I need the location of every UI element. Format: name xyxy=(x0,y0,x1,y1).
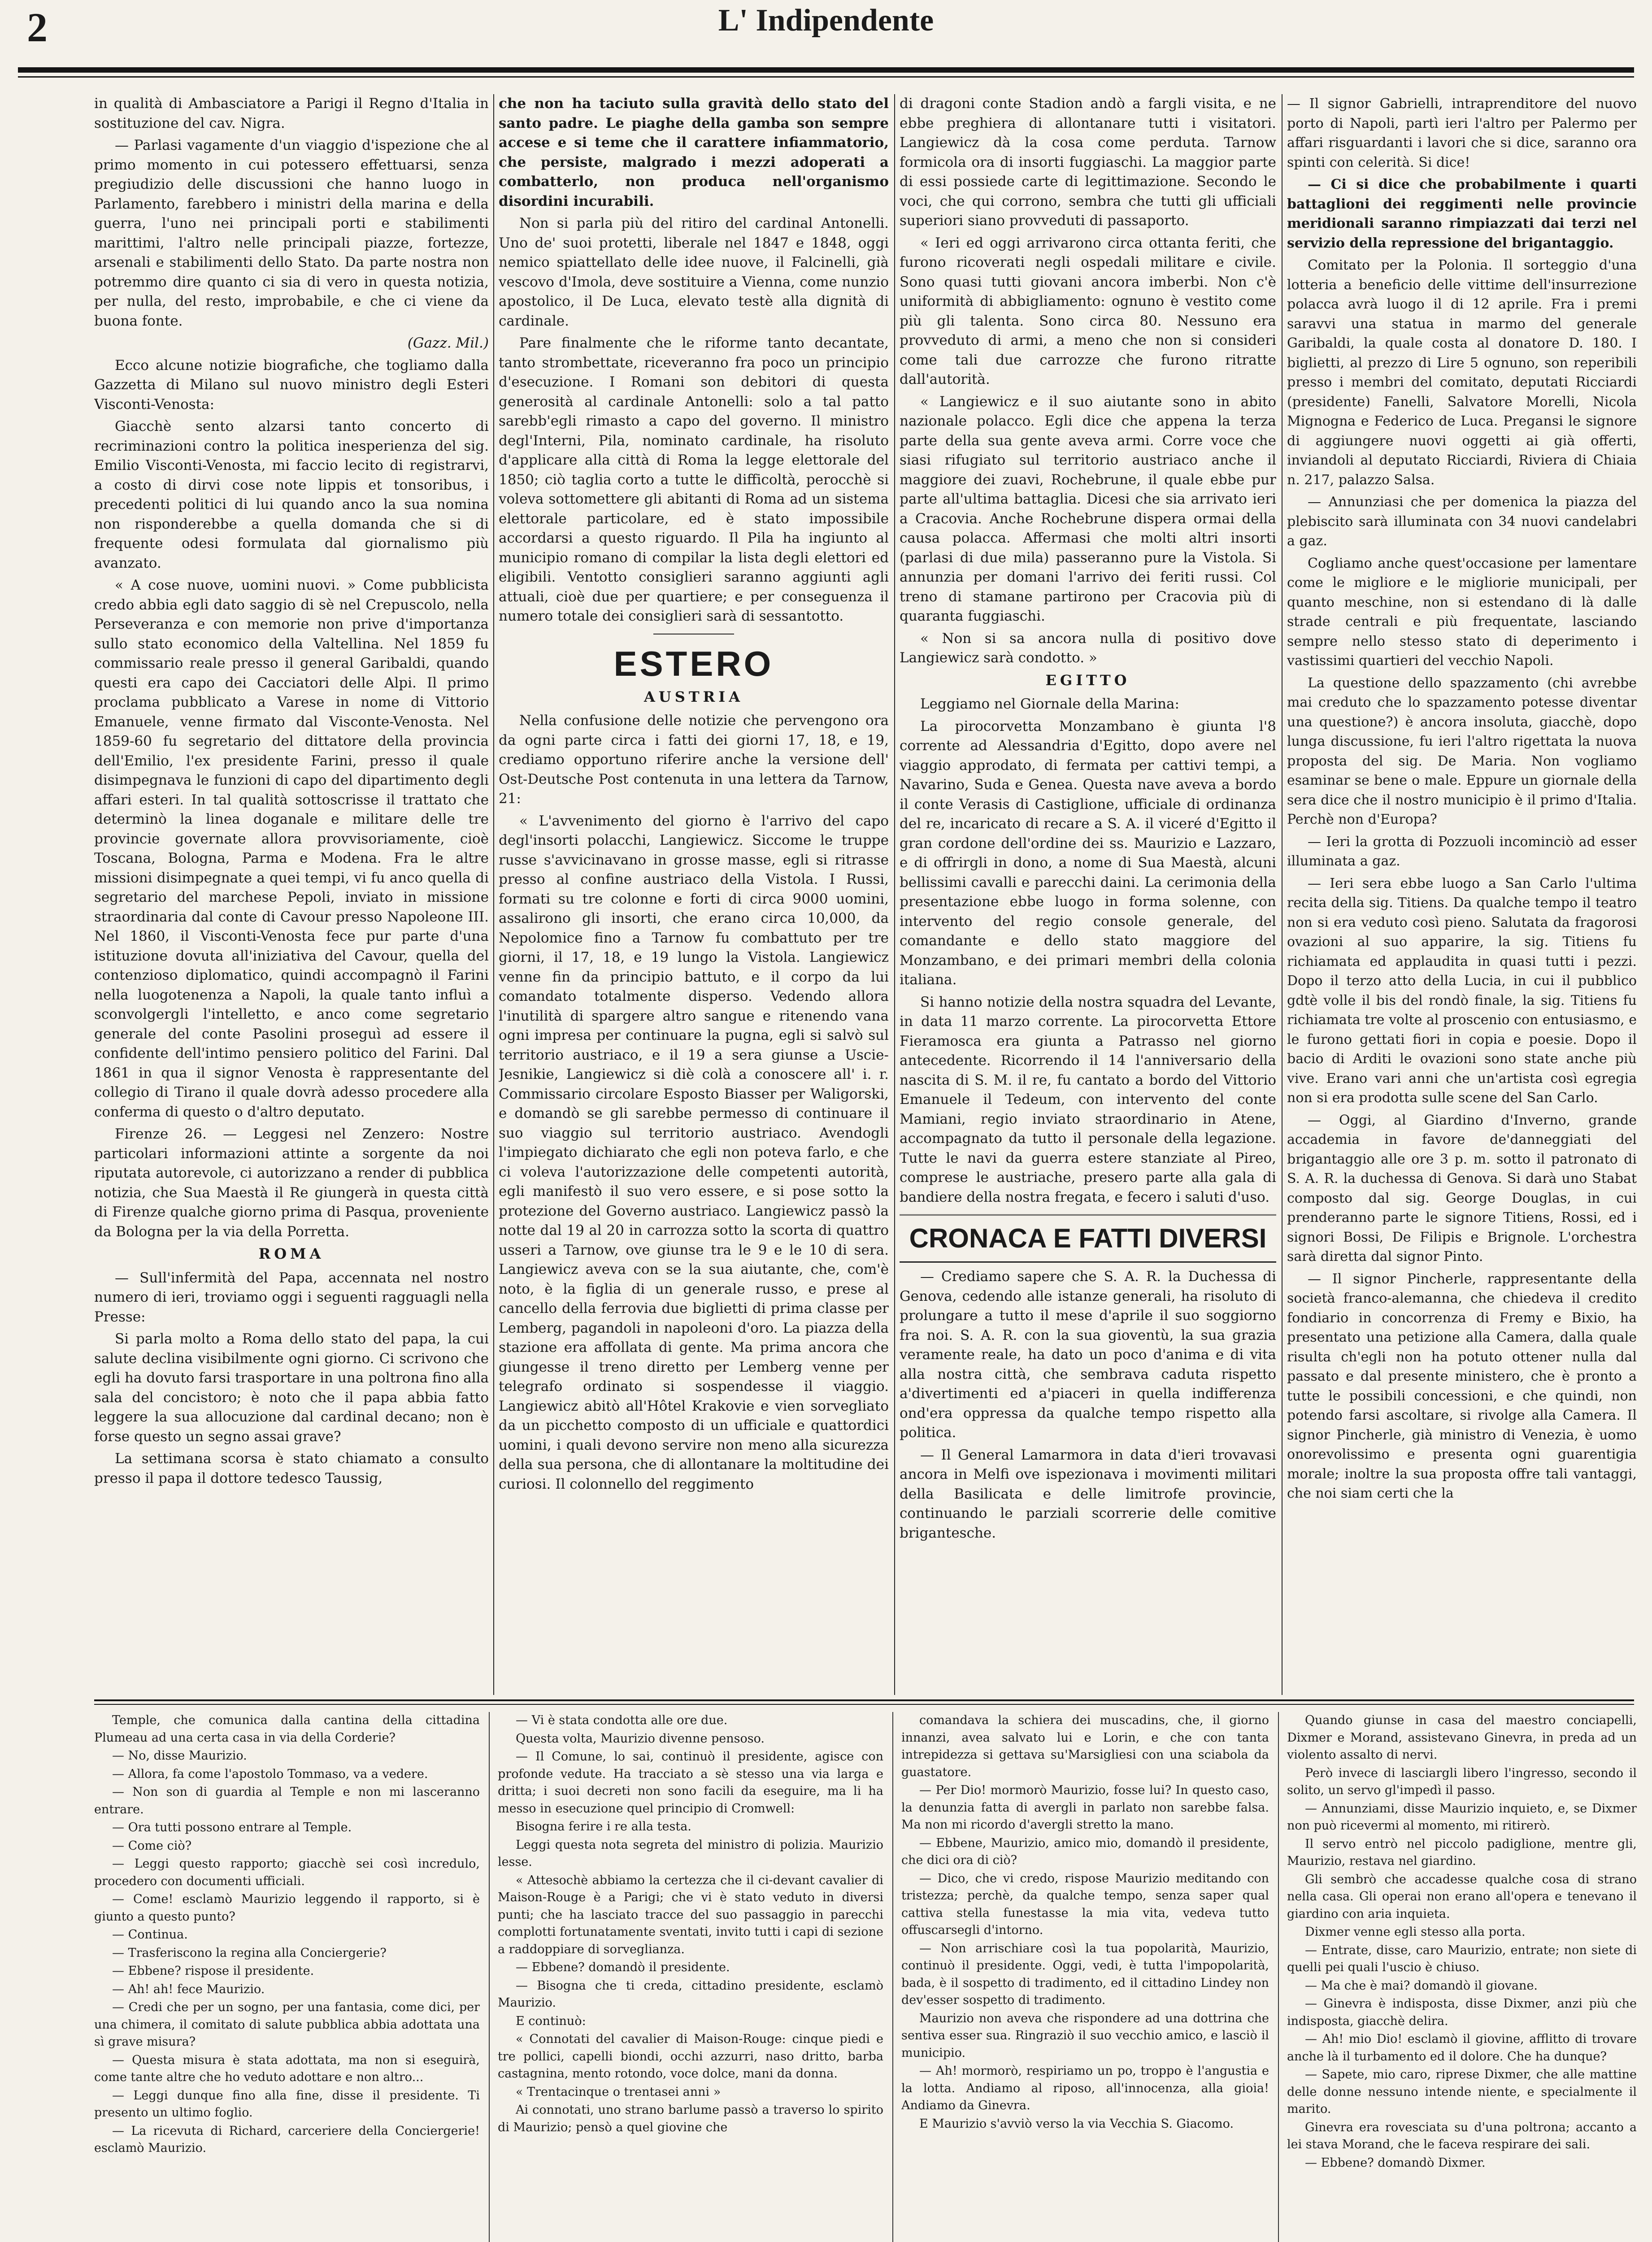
feuilleton-paragraph: E Maurizio s'avviò verso la via Vecchia S. Giacomo. xyxy=(919,2116,1234,2131)
feuilleton-column-1 xyxy=(94,1712,480,2242)
feuilleton-paragraph: — Credi che per un sogno, per una fantasia, come dici, per una chimera, il comitato di salute pubblica abbia adottata una sì grave misura? xyxy=(94,2000,480,2049)
feuilleton-paragraph: — Dico, che vi credo, rispose Maurizio meditando con tristezza; perchè, da qualche tempo, senza saper qual cattiva stella funestasse la mia vita, vedeva tutto offuscarsegli d'intorno. xyxy=(901,1871,1269,1937)
article-source: (Gazz. Mil.) xyxy=(407,335,489,351)
article-paragraph: Non si parla più del ritiro del cardinal Antonelli. Uno de' suoi protetti, liberale nel 1847 e 1848, oggi nemico spiattellato delle idee nuove, il Falcinelli, già vescovo d'Imola, deve sostituire a Vienna, come nunzio apostolico, il De Luca, elevato testè alla dignità di cardinale. xyxy=(499,215,889,329)
feuilleton-paragraph: Dixmer venne egli stesso alla porta. xyxy=(1305,1925,1526,1939)
section-heading-austria: AUSTRIA xyxy=(643,688,744,705)
article-paragraph: Firenze 26. — Leggesi nel Zenzero: Nostre particolari informazioni attinte a sorgente da noi riputata autorevole, ci autorizzano a render di pubblica notizia, che Sua Maestà il Re giungerà in questa città di Firenze qualche giorno prima di Pasqua, proveniente da Bologna per la via della Porretta. xyxy=(94,1126,489,1240)
article-paragraph: Leggiamo nel Giornale della Marina: xyxy=(920,696,1179,712)
feuilleton-paragraph: Quando giunse in casa del maestro conciapelli, Dixmer e Morand, assistevano Ginevra, in preda ad un violento assalto di nervi. xyxy=(1287,1713,1637,1762)
feuilleton-paragraph: — Ebbene? rispose il presidente. xyxy=(112,1964,314,1978)
feuilleton-paragraph: — Per Dio! mormorò Maurizio, fosse lui? In questo caso, la denunzia fatta di avergli in parlato non sarebbe falsa. Ma non mi ricordo d'avergli stretto la mano. xyxy=(901,1783,1269,1832)
article-paragraph: « Ieri ed oggi arrivarono circa ottanta feriti, che furono ricoverati negli ospedali militare e civile. Sono quasi tutti giovani ancora imberbi. Non c'è uniformità di abbigliamento: ognuno è vestito come più gli talenta. Sono circa 80. Nessuno era provveduto di armi, a meno che non si consideri come tali due carrozze che furono ritratte dall'autorità. xyxy=(900,235,1276,387)
feuilleton-paragraph: — Continua. xyxy=(112,1928,188,1942)
article-paragraph: — Il signor Pincherle, rappresentante della società franco-alemanna, che chiedeva il credito fondiario in concorrenza di Fremy e Bixio, ha presentato una petizione alla Camera, dalla quale risulta ch'egli non ha potuto ottener nulla dal passato e dal presente ministero, che è pronto a tutte le possibili concessioni, e che quindi, non potendo farsi ascoltare, si rivolge alla Camera. Il signor Pincherle, già ministro di Venezia, è uomo onorevolissimo e presenta ogni guarentigia morale; inoltre la sua proposta offre tali vantaggi, che noi siam certi che la xyxy=(1287,1271,1637,1501)
header-rule-thin xyxy=(18,76,1634,78)
feuilleton-paragraph: — Leggi dunque fino alla fine, disse il presidente. Ti presento un ultimo foglio. xyxy=(94,2088,480,2120)
feuilleton-paragraph: — Ebbene, Maurizio, amico mio, domandò il presidente, che dici ora di ciò? xyxy=(901,1836,1269,1867)
feuilleton-paragraph: Maurizio non aveva che rispondere ad una dottrina che sentiva esser sua. Ringraziò il suo vecchio amico, e lasciò il municipio. xyxy=(901,2011,1269,2060)
feuilleton-paragraph: Però invece di lasciargli libero l'ingresso, secondo il solito, un servo gl'impedì il passo. xyxy=(1287,1766,1637,1797)
article-paragraph: — Sull'infermità del Papa, accennata nel nostro numero di ieri, troviamo oggi i seguenti ragguagli nella Presse: xyxy=(94,1269,489,1325)
section-heading-estero: ESTERO xyxy=(613,643,774,683)
feuilleton-paragraph: — No, disse Maurizio. xyxy=(112,1749,247,1763)
feuilleton-column-4 xyxy=(1287,1712,1637,2242)
feuilleton-paragraph: « Connotati del cavalier di Maison-Rouge: cinque piedi e tre pollici, capelli biondi, occhi azzurri, naso dritto, barba castagnina, mento rotondo, voce dolce, mani da donna. xyxy=(498,2032,883,2081)
article-paragraph: di dragoni conte Stadion andò a fargli visita, e ne ebbe preghiera di allontanare tutti i visitatori. Langiewicz dà la cosa come perduta. Tarnow formicola ora di insorti fuggiaschi. La maggior parte di essi possiede carte di legittimazione. Secondo le voci, che qui corrono, sembra che tutti gli ufficiali superiori siano provveduti di passaporto. xyxy=(900,96,1276,229)
feuilleton-paragraph: — Annunziami, disse Maurizio inquieto, e, se Dixmer non può ricevermi al momento, mi ritirerò. xyxy=(1287,1801,1637,1833)
article-paragraph: in qualità di Ambasciatore a Parigi il Regno d'Italia in sostituzione del cav. Nigra. xyxy=(94,96,489,131)
feuilleton-paragraph: — Il Comune, lo sai, continuò il presidente, agisce con profonde vedute. Ha tracciato a sè stesso una via larga e dritta; i suoi decreti non sono facili da eseguire, ma li ha messo in esecuzione quel principio di Cromwell: xyxy=(498,1750,883,1816)
article-paragraph: « L'avvenimento del giorno è l'arrivo del capo degl'insorti polacchi, Langiewicz. Siccome le truppe russe s'avvicinavano in grosse masse, egli si ritrasse presso al confine austriaco della Vistola. I Russi, formati su tre colonne e forti di circa 9000 uomini, assalirono gli insorti, che erano circa 10,000, da Nepolomice fino a Tarnow fu combattuto per tre giorni, il 17, 18, e 19 lungo la Vistola. Langiewicz venne fin da principio battuto, e il corpo da lui comandato totalmente disperso. Vedendo allora l'inutilità di spargere altro sangue e ritenendo vana ogni impresa per continuare la pugna, egli si salvò sul territorio austriaco, e il 19 a sera giunse a Uscie-Jesnikie, Langiewicz si diè colà a conoscere all' i. r. Commissario circolare Esposto Biasser per Waligorski, e domandò se gli sarebbe permesso di continuare il suo viaggio sul territorio austriaco. Avendogli l'impiegato dichiarato che egli non poteva farlo, e che ci voleva l'autorizzazione delle competenti autorità, egli manifestò il suo vero essere, e si pose sotto la protezione del Governo austriaco. Langiewicz passò la notte dal 19 al 20 in carrozza sotto la scorta di quattro usseri a Tarnow, ove giunse tra le 9 e le 10 di sera. Langiewicz aveva con se la sua aiutante, che, com'è noto, è la figlia di un generale russo, e prese al cancello della ferrovia due biglietti di prima classe per Lemberg, pagandoli in napoleoni d'oro. La piazza della stazione era affollata di gente. Ma prima ancora che giungesse il treno diretto per Lemberg venne per telegrafo ordinato si sospendesse il viaggio. Langiewicz abitò all'Hôtel Krakovie e vien sorvegliato da un picchetto composto di un ufficiale e quattordici uomini, i quali devono servire non meno alla sicurezza della sua persona, che di allontanare la moltitudine dei curiosi. Il colonnello del reggimento xyxy=(499,813,889,1492)
article-paragraph: — Annunziasi che per domenica la piazza del plebiscito sarà illuminata con 34 nuovi candelabri a gaz. xyxy=(1287,494,1637,549)
feuilleton-paragraph: — Come! esclamò Maurizio leggendo il rapporto, si è giunto a questo punto? xyxy=(94,1892,480,1924)
feuilleton-paragraph: — Sapete, mio caro, riprese Dixmer, che alle mattine delle donne nessuno intende niente, e specialmente il marito. xyxy=(1287,2068,1637,2116)
feuilleton-paragraph: Gli sembrò che accadesse qualche cosa di strano nella casa. Gli operai non erano all'opera e tenevano il giardino con aria inquieta. xyxy=(1287,1872,1637,1921)
article-paragraph: Nella confusione delle notizie che pervengono ora da ogni parte circa i fatti dei giorni 17, 18, e 19, crediamo opportuno riferire anche la versione dell' Ost-Deutsche Post contenuta in una lettera da Tarnow, 21: xyxy=(499,713,889,807)
feuilleton-paragraph: Il servo entrò nel piccolo padiglione, mentre gli, Maurizio, restava nel giardino. xyxy=(1287,1837,1637,1868)
feuilleton-paragraph: — Non son di guardia al Temple e non mi lasceranno entrare. xyxy=(94,1785,480,1816)
article-paragraph: — Ieri sera ebbe luogo a San Carlo l'ultima recita della sig. Titiens. Da qualche tempo il teatro non si era veduto così pieno. Salutata da fragorosi ovazioni al suo apparire, la sig. Titiens fu richiamata ed applaudita in quasi tutti i pezzi. Dopo il terzo atto della Lucia, in cui il pubblico gdtè volle il bis del rondò finale, la sig. Titiens fu richiamata tre volte al proscenio con entusiasmo, e le furono gettati fiori in copia e poesie. Dopo il bacio di Arditi le ovazioni sono state anche più vive. Erano vari anni che un'artista così egregia non si era prodotta sulle scene del San Carlo. xyxy=(1287,875,1637,1106)
masthead-title: L' Indipendente xyxy=(718,3,934,38)
column-4 xyxy=(1287,94,1637,1695)
page-header xyxy=(18,0,1634,67)
article-paragraph: — Il General Lamarmora in data d'ieri trovavasi ancora in Melfi ove ispezionava i movimenti militari della Basilicata e delle limitrofe provincie, continuando le parziali scorrerie delle comitive brigantesche. xyxy=(900,1447,1276,1541)
feuilleton-paragraph: — Trasferiscono la regina alla Conciergerie? xyxy=(112,1946,387,1960)
feuilleton-rule-thin xyxy=(94,1704,1634,1705)
article-paragraph: Comitato per la Polonia. Il sorteggio d'una lotteria a beneficio delle vittime dell'insurrezione polacca avrà luogo il di 12 aprile. Fra i premi saravvi una statua in marmo del generale Garibaldi, la quale costa al donatore D. 180. I biglietti, al prezzo di Lire 5 ognuno, son reperibili presso i membri del comitato, deputati Ricciardi (presidente) Fanelli, Salvatore Morelli, Nicola Mignogna e Federico de Luca. Pregansi le signore di aggiungere nuovi oggetti ai già offerti, inviandoli al deputato Ricciardi, Riviera di Chiaia n. 217, palazzo Salsa. xyxy=(1287,257,1637,488)
article-paragraph: La settimana scorsa è stato chiamato a consulto presso il papa il dottore tedesco Taussig, xyxy=(94,1451,489,1486)
feuilleton-paragraph: — Ora tutti possono entrare al Temple. xyxy=(112,1821,352,1834)
feuilleton-paragraph: — Ah! ah! fece Maurizio. xyxy=(112,1982,265,1996)
feuilleton-paragraph: — Ginevra è indisposta, disse Dixmer, anzi più che indisposta, giacchè delira. xyxy=(1287,1997,1637,2028)
feuilleton-divider xyxy=(489,1712,490,2242)
column-2 xyxy=(499,94,889,1695)
feuilleton-paragraph: Temple, che comunica dalla cantina della cittadina Plumeau ad una certa casa in via della Corderie? xyxy=(94,1713,480,1745)
feuilleton-paragraph: — Bisogna che ti creda, cittadino presidente, esclamò Maurizio. xyxy=(498,1978,883,2010)
article-paragraph: — Il signor Gabrielli, intraprenditore del nuovo porto di Napoli, partì ieri l'altro per Palermo per affari risguardanti i lavori che si dice, saranno ora spinti con celerità. Si dice! xyxy=(1287,96,1637,170)
feuilleton-paragraph: E continuò: xyxy=(516,2014,586,2028)
column-divider xyxy=(894,94,895,1695)
article-paragraph: — Oggi, al Giardino d'Inverno, grande accademia in favore de'danneggiati del brigantaggio alle ore 3 p. m. sotto il patronato di S. A. R. la duchessa di Genova. Si darà uno Stabat composto dal sig. George Douglas, in cui prenderanno parte le signore Titiens, Rossi, ed i signori Bossi, De Filipis e Brignole. L'orchestra sarà diretta dal signor Pinto. xyxy=(1287,1112,1637,1264)
article-paragraph: che non ha taciuto sulla gravità dello stato del santo padre. Le piaghe della gamba son sempre accese e si teme che il carattere infiammatorio, che persiste, malgrado i mezzi adoperati a combatterlo, non produca nell'organismo disordini incurabili. xyxy=(499,96,889,209)
feuilleton-paragraph: — Questa misura è stata adottata, ma non si eseguirà, come tante altre che ho veduto adottare e non altro... xyxy=(94,2053,480,2084)
feuilleton-rule-thick xyxy=(94,1699,1634,1701)
feuilleton-paragraph: — Come ciò? xyxy=(112,1838,192,1853)
feuilleton-paragraph: — Entrate, disse, caro Maurizio, entrate; non siete di quelli pei quali l'uscio è chiuso. xyxy=(1287,1943,1637,1974)
article-paragraph: « Non si sa ancora nulla di positivo dove Langiewicz sarà condotto. » xyxy=(900,630,1276,666)
article-paragraph: — Ieri la grotta di Pozzuoli incominciò ad esser illuminata a gaz. xyxy=(1287,834,1637,869)
feuilleton-paragraph: « Trentacinque o trentasei anni » xyxy=(516,2085,721,2099)
feuilleton-divider xyxy=(892,1712,893,2242)
feuilleton-paragraph: — Ma che è mai? domandò il giovane. xyxy=(1305,1978,1538,1993)
feuilleton-paragraph: Ginevra era rovesciata su d'una poltrona; accanto a lei stava Morand, che le faceva respirare dei sali. xyxy=(1287,2120,1637,2151)
feuilleton-paragraph: — Ebbene? domandò il presidente. xyxy=(516,1960,730,1974)
feuilleton-column-2 xyxy=(498,1712,883,2242)
feuilleton-paragraph: — La ricevuta di Richard, carceriere della Conciergerie! esclamò Maurizio. xyxy=(94,2124,480,2155)
column-3 xyxy=(900,94,1276,1695)
feuilleton-paragraph: comandava la schiera dei muscadins, che, il giorno innanzi, avea salvato lui e Lorin, e che con tanta intrepidezza si gettava su'Marsigliesi con una sciabola da guastatore. xyxy=(901,1713,1269,1779)
feuilleton-paragraph: Questa volta, Maurizio divenne pensoso. xyxy=(516,1731,765,1746)
article-paragraph: Si parla molto a Roma dello stato del papa, la cui salute declina visibilmente ogni giorno. Ci scrivono che egli ha dovuto farsi trasportare in una poltrona fino alla sala del concistoro; è noto che il papa abbia fatto leggere la sua allocuzione dal cardinal decano; non è forse questo un segno assai grave? xyxy=(94,1331,489,1445)
article-paragraph: La pirocorvetta Monzambano è giunta l'8 corrente ad Alessandria d'Egitto, dopo avere nel viaggio approdato, di fermata per cattivi tempi, a Navarino, Suda e Genea. Questa nave aveva a bordo il conte Verasis di Castiglione, ufficiale di ordinanza del re, incaricato di recare a S. A. il viceré d'Egitto il gran cordone dell'ordine dei ss. Maurizio e Lazzaro, e di offrirgli in dono, a nome di Sua Maestà, alcuni bellissimi cavalli e parecchi daini. La cerimonia della presentazione ebbe luogo in forma solenne, con intervento del regio console generale, del comandante e dello stato maggiore del Monzambano, e dei primari membri della colonia italiana. xyxy=(900,718,1276,988)
article-paragraph: Si hanno notizie della nostra squadra del Levante, in data 11 marzo corrente. La pirocorvetta Ettore Fieramosca era giunta a Patrasso nel giorno antecedente. Ricorrendo il 14 l'anniversario della nascita di S. M. il re, fu cantato a bordo del Vittorio Emanuele il Tedeum, con intervento del conte Mamiani, regio inviato straordinario in Atene, accompagnato da tutto il personale della legazione. Tutte le navi da guerra estere stanziate al Pireo, comprese le austriache, presero parte alla gala di bandiere della nostra fregata, e fecero i saluti d'uso. xyxy=(900,994,1276,1205)
article-paragraph: Pare finalmente che le riforme tanto decantate, tanto strombettate, riceveranno fra poco un principio d'esecuzione. I Romani son debitori di questa generosità al cardinale Antonelli: solo a tal patto sarebb'egli rimasto a capo del governo. Il ministro degl'Interni, Pila, nominato cardinale, ha risoluto d'applicare alla città di Roma la legge elettorale del 1850; ciò taglia corto a tutte le difficoltà, perocchè si voleva sottomettere gli abitanti di Roma ad un sistema elettorale particolare, ed è stato impossibile accordarsi a questo riguardo. Il Pila ha ingiunto al municipio romano di compilar la lista degli elettori ed eligibili. Ventotto consiglieri saranno aggiunti agli attuali, cioè due per quartiere; e per conseguenza il numero totale dei consiglieri sarà di sessantotto. xyxy=(499,335,889,624)
feuilleton-paragraph: — Leggi questo rapporto; giacchè sei così incredulo, procedero con documenti ufficiali. xyxy=(94,1857,480,1888)
section-heading-egitto: EGITTO xyxy=(1045,671,1130,689)
feuilleton-paragraph: — Ah! mormorò, respiriamo un po, troppo è l'angustia e la lotta. Andiamo al riposo, all'innocenza, alla gioia! Andiamo da Ginevra. xyxy=(901,2064,1269,2112)
feuilleton-paragraph: Ai connotati, uno strano barlume passò a traverso lo spirito di Maurizio; pensò a quel giovine che xyxy=(498,2103,883,2134)
feuilleton-paragraph: Bisogna ferire i re alla testa. xyxy=(516,1820,691,1834)
section-heading-cronaca: CRONACA E FATTI DIVERSI xyxy=(900,1214,1276,1263)
article-paragraph: Giacchè sento alzarsi tanto concerto di recriminazioni contro la politica inesperienza del sig. Emilio Visconti-Venosta, mi faccio lecito di registrarvi, a costo di dirvi cose note lippis et tonsoribus, i precedenti politici di lui quando anco la sua nomina non risponderebbe a quella domanda che si di frequente odesi formulata dal giornalismo più avanzato. xyxy=(94,418,489,571)
feuilleton-paragraph: — Ebbene? domandò Dixmer. xyxy=(1305,2155,1486,2170)
article-paragraph: — Ci si dice che probabilmente i quarti battaglioni dei reggimenti nelle provincie meridionali saranno rimpiazzati dai terzi nel servizio della repressione del brigantaggio. xyxy=(1287,177,1637,251)
article-paragraph: Cogliamo anche quest'occasione per lamentare come le migliore e le migliorie municipali, per quanto meschine, non si estendano di là dalle strade centrali e più frequentate, lasciando sempre nello stesso stato di deperimento i vastissimi quartieri del vecchio Napoli. xyxy=(1287,555,1637,669)
feuilleton-paragraph: — Non arrischiare così la tua popolarità, Maurizio, continuò il presidente. Oggi, vedi, è tutta l'impopolarità, bada, è il sospetto di tradimento, ed il cittadino Lindey non dev'esser sospetto di tradimento. xyxy=(901,1941,1269,2007)
article-paragraph: Ecco alcune notizie biografiche, che togliamo dalla Gazzetta di Milano sul nuovo ministro degli Esteri Visconti-Venosta: xyxy=(94,357,489,413)
column-divider xyxy=(493,94,494,1695)
article-paragraph: — Parlasi vagamente d'un viaggio d'ispezione che al primo momento in cui potessero effettuarsi, senza pregiudizio delle discussioni che hanno luogo in Parlamento, farebbero i ministri della marina e della guerra, l'uno nei principali porti e stabilimenti marittimi, l'altro nelle principali piazze, fortezze, arsenali e stabilimenti dello Stato. Da parte nostra non potremmo dire quanto ci sia di vero in questa notizia, per nulla, del resto, improbabile, e che ci viene da buona fonte. xyxy=(94,137,489,329)
feuilleton-paragraph: — Allora, fa come l'apostolo Tommaso, va a vedere. xyxy=(112,1767,428,1781)
feuilleton-paragraph: — Vi è stata condotta alle ore due. xyxy=(516,1713,728,1727)
feuilleton-paragraph: Leggi questa nota segreta del ministro di polizia. Maurizio lesse. xyxy=(498,1838,883,1869)
feuilleton-divider xyxy=(1278,1712,1279,2242)
column-1 xyxy=(94,94,489,1695)
article-paragraph: « Langiewicz e il suo aiutante sono in abito nazionale polacco. Egli dice che appena la terza parte della sua gente aveva armi. Corre voce che siasi rifugiato sul territorio austriaco anche il maggiore dei zuavi, Rochebrune, il quale ebbe pur parte all'ultima battaglia. Dicesi che sia arrivato ieri a Cracovia. Anche Rochebrune dispera ormai della causa polacca. Affermasi che molti altri insorti (parlasi di due mila) passeranno pure la Vistola. Si annunzia per domani l'arrivo dei feriti russi. Col treno di stamane partirono per Cracovia più di quaranta fuggiaschi. xyxy=(900,393,1276,624)
feuilleton-column-3 xyxy=(901,1712,1269,2242)
header-rule-thick xyxy=(18,67,1634,73)
feuilleton-paragraph: — Ah! mio Dio! esclamò il giovine, afflitto di trovare anche là il turbamento ed il dolore. Che ha dunque? xyxy=(1287,2032,1637,2064)
article-paragraph: « A cose nuove, uomini nuovi. » Come pubblicista credo abbia egli dato saggio di sè nel Crepuscolo, nella Perseveranza e con memorie non prive d'importanza sullo stato economico della Valtellina. Nel 1859 fu commissario reale presso il general Garibaldi, quando questi era capo dei Cacciatori delle Alpi. Il primo proclama pubblicato a Varese in nome di Vittorio Emanuele, venne firmato dal Visconte-Venosta. Nel 1859-60 fu segretario del dittatore della provincia dell'Emilio, l'ex presidente Farini, presso il quale disimpegnava le funzioni di capo del dipartimento degli affari esteri. In tal qualità sottoscrisse il trattato che determinò la linea doganale e militare delle tre provincie governate allora provvisoriamente, cioè Toscana, Bologna, Parma e Modena. Fra le altre missioni disimpegnate a quei tempi, vi fu anco quella di segretario del marchese Pepoli, inviato in missione straordinaria dal conte di Cavour presso Napoleone III. Nel 1860, il Visconti-Venosta fece pur parte d'una istituzione dovuta all'iniziativa del Cavour, quella del contenzioso diplomatico, quindi accompagnò il Farini nella luogotenenza a Napoli, la quale tanto influì a sconvolgergli l'intelletto, e anco come segretario generale del conte Pasolini proseguì ad essere il confidente dell'intimo pensiero politico del Farini. Dal 1861 in qua il signor Venosta è rappresentante del collegio di Tirano il quale dovrà adesso procedere alla conferma di questo o d'altro deputato. xyxy=(94,577,489,1120)
feuilleton-paragraph: « Attesochè abbiamo la certezza che il ci-devant cavalier di Maison-Rouge è a Parigi; che vi è stato veduto in diversi punti; che ha lasciato tracce del suo passaggio in parecchi complotti fortunatamente sventati, invito tutti i capi di sezione a raddoppiare di sorveglianza. xyxy=(498,1873,883,1956)
section-heading-roma: ROMA xyxy=(258,1245,325,1262)
page-number: 2 xyxy=(27,4,48,50)
article-paragraph: — Crediamo sapere che S. A. R. la Duchessa di Genova, cedendo alle istanze generali, ha risoluto di prolungare a tutto il mese d'aprile il suo soggiorno fra noi. S. A. R. con la sua gioventù, la sua grazia veramente reale, ha dato un poco d'anima e di vita alla nostra città, che sembrava caduta rispetto a'divertimenti ed a'piaceri in quella indifferenza ond'era oppressa da qualche tempo rispetto alla politica. xyxy=(900,1269,1276,1441)
article-paragraph: La questione dello spazzamento (chi avrebbe mai creduto che lo spazzamento potesse diventar una questione?) è ancora insoluta, giacchè, dopo lunga discussione, fu ieri l'altro rigettata la nuova proposta del sig. De Maria. Non vogliamo esaminar se bene o male. Eppure un giornale della sera dice che il nostro municipio è il primo d'Italia. Perchè non d'Europa? xyxy=(1287,675,1637,827)
